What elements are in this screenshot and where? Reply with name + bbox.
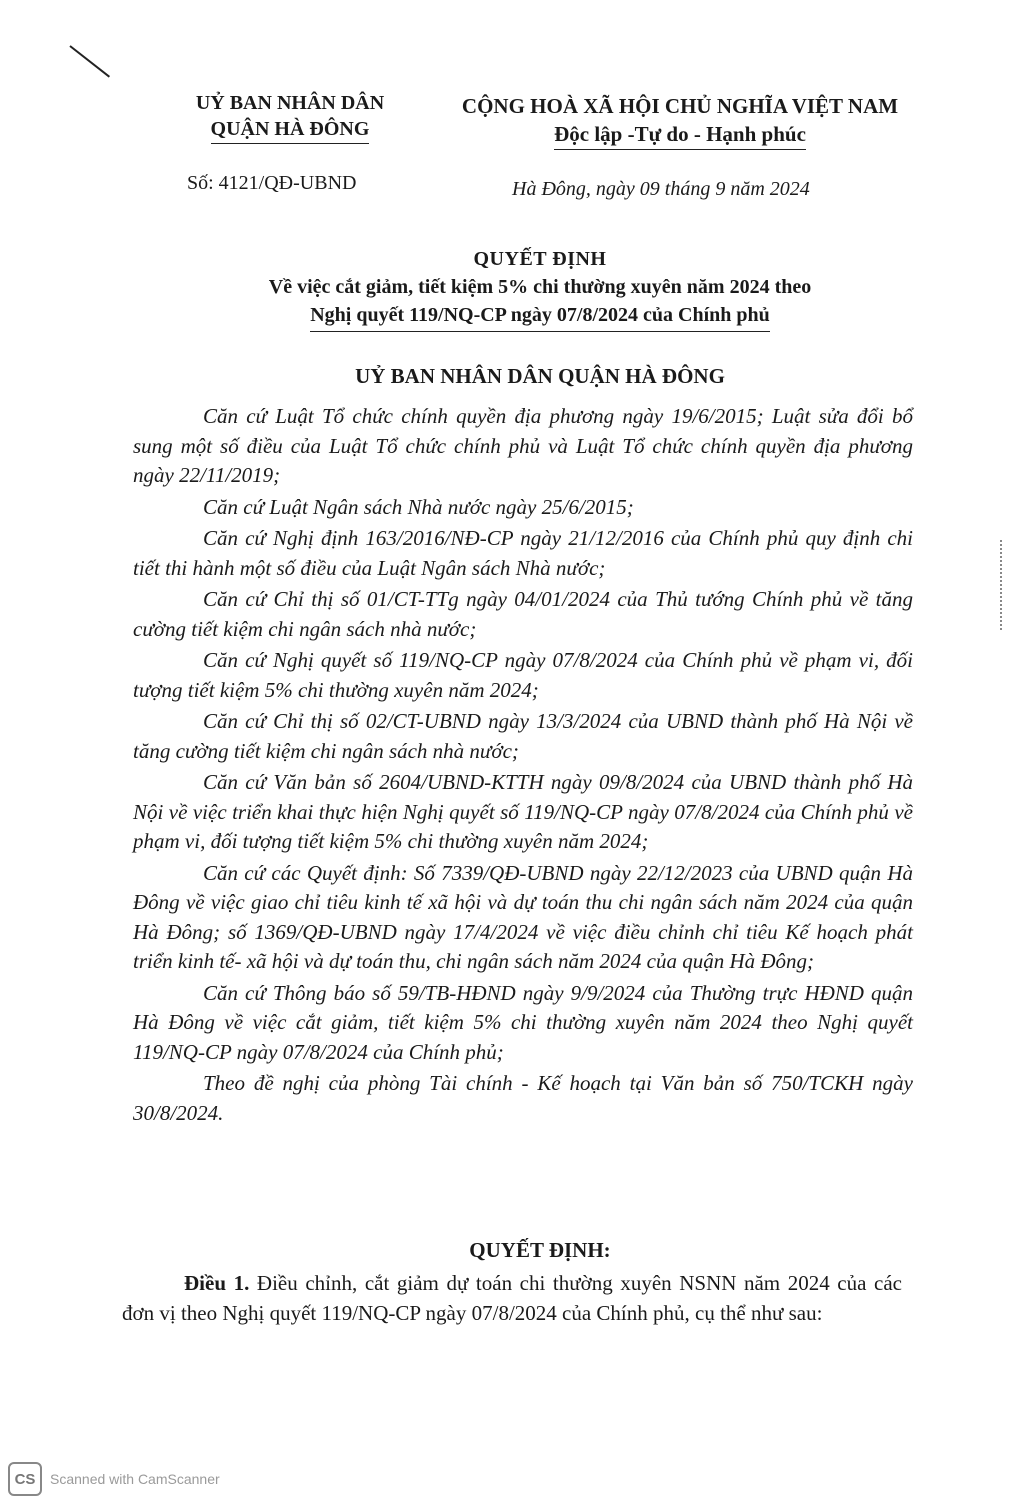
basis-item: Căn cứ Văn bản số 2604/UBND-KTTH ngày 09/8/2024 của UBND thành phố Hà Nội về việc triển khai thực hiện Nghị quyết số 119/NQ-CP ngày 07/8/2024 của Chính phủ về phạm vi, đối tượng tiết kiệm 5% chi thường xuyên năm 2024; xyxy=(133,770,913,853)
authority-line-1: UỶ BAN NHÂN DÂN xyxy=(195,92,385,114)
scanner-watermark xyxy=(8,1462,220,1496)
document-title xyxy=(190,245,890,332)
issuing-authority xyxy=(180,90,400,144)
watermark-text: Scanned with CamScanner xyxy=(50,1471,220,1487)
article-1-paragraph xyxy=(122,1268,902,1328)
basis-item: Căn cứ Luật Ngân sách Nhà nước ngày 25/6/2015; xyxy=(203,494,634,519)
title-subject-1: Về việc cắt giảm, tiết kiệm 5% chi thường xuyên năm 2024 theo xyxy=(268,276,812,298)
article-1 xyxy=(122,1268,902,1328)
article-1-label: Điều 1. xyxy=(184,1271,250,1295)
pen-mark xyxy=(69,45,110,77)
country-name: CỘNG HOÀ XÃ HỘI CHỦ NGHĨA VIỆT NAM xyxy=(461,94,899,118)
authority-line-2: QUẬN HÀ ĐÔNG xyxy=(211,116,370,144)
basis-item: Căn cứ Luật Tổ chức chính quyền địa phương ngày 19/6/2015; Luật sửa đổi bổ sung một số điều của Luật Tổ chức chính phủ và Luật Tổ chức chính quyền địa phương ngày 22/11/2019; xyxy=(133,404,913,487)
camscanner-logo-icon: CS xyxy=(8,1462,42,1496)
basis-item: Căn cứ Chỉ thị số 02/CT-UBND ngày 13/3/2024 của UBND thành phố Hà Nội về tăng cường tiết kiệm chi ngân sách nhà nước; xyxy=(133,709,913,763)
scan-edge-marks xyxy=(1000,540,1012,630)
article-1-text: Điều chỉnh, cắt giảm dự toán chi thường xuyên NSNN năm 2024 của các đơn vị theo Nghị quyết 119/NQ-CP ngày 07/8/2024 của Chính phủ, cụ thể như sau: xyxy=(122,1271,903,1325)
basis-item: Theo đề nghị của phòng Tài chính - Kế hoạch tại Văn bản số 750/TCKH ngày 30/8/2024. xyxy=(133,1071,913,1125)
decision-heading: QUYẾT ĐỊNH: xyxy=(469,1238,611,1262)
title-subject-2: Nghị quyết 119/NQ-CP ngày 07/8/2024 của Chính phủ xyxy=(310,301,770,332)
basis-item: Căn cứ Nghị định 163/2016/NĐ-CP ngày 21/12/2016 của Chính phủ quy định chi tiết thi hành một số điều của Luật Ngân sách Nhà nước; xyxy=(133,526,913,580)
legal-bases xyxy=(133,402,913,1130)
national-motto: Độc lập -Tự do - Hạnh phúc xyxy=(554,120,806,150)
basis-item: Căn cứ Thông báo số 59/TB-HĐND ngày 9/9/2024 của Thường trực HĐND quận Hà Đông về việc cắt giảm, tiết kiệm 5% chi thường xuyên năm 2024 theo Nghị quyết 119/NQ-CP ngày 07/8/2024 của Chính phủ; xyxy=(133,980,913,1064)
document-date: Hà Đông, ngày 09 tháng 9 năm 2024 xyxy=(512,178,810,200)
basis-item: Căn cứ Chỉ thị số 01/CT-TTg ngày 04/01/2024 của Thủ tướng Chính phủ về tăng cường tiết kiệm chi ngân sách nhà nước; xyxy=(133,587,913,641)
national-title xyxy=(445,92,915,150)
document-number: Số: 4121/QĐ-UBND xyxy=(187,172,357,194)
basis-item: Căn cứ Nghị quyết số 119/NQ-CP ngày 07/8/2024 của Chính phủ về phạm vi, đối tượng tiết kiệm 5% chi thường xuyên năm 2024; xyxy=(133,648,913,702)
decision-authority: UỶ BAN NHÂN DÂN QUẬN HÀ ĐÔNG xyxy=(355,364,725,388)
basis-item: Căn cứ các Quyết định: Số 7339/QĐ-UBND ngày 22/12/2023 của UBND quận Hà Đông về việc giao chỉ tiêu kinh tế xã hội và dự toán thu chi ngân sách năm 2024 của quận Hà Đông; số 1369/QĐ-UBND ngày 17/4/2024 về việc điều chỉnh chỉ tiêu Kế hoạch phát triển kinh tế- xã hội và dự toán thu, chi ngân sách năm 2024 của quận Hà Đông; xyxy=(133,860,913,973)
title-main: QUYẾT ĐỊNH xyxy=(473,248,607,270)
